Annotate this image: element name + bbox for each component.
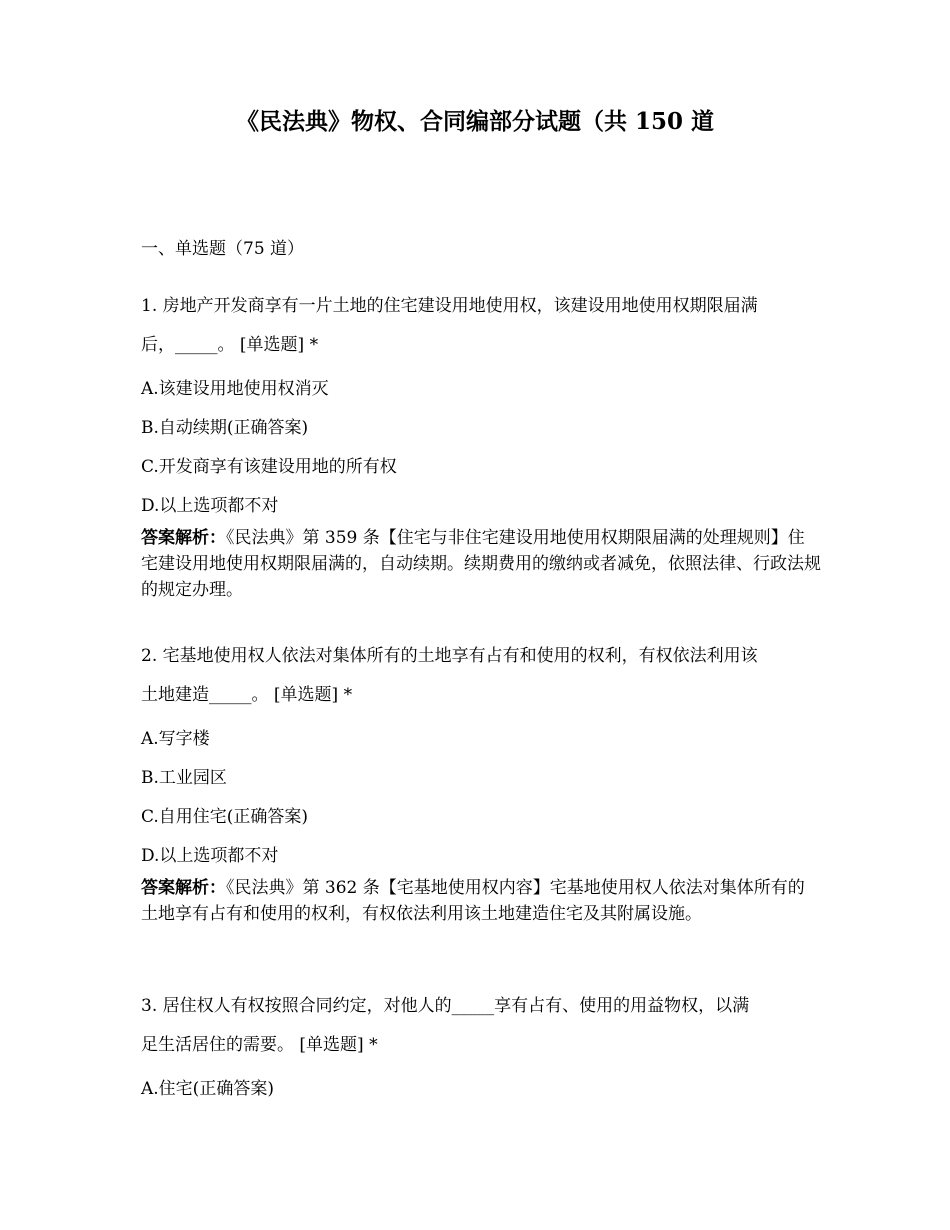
question-1-text-line2: 后，_____。 [单选题] * xyxy=(141,335,319,355)
question-2-text-line1: 2. 宅基地使用权人依法对集体所有的土地享有占有和使用的权利，有权依法利用该 xyxy=(141,646,758,666)
question-1-option-c: C.开发商享有该建设用地的所有权 xyxy=(141,457,397,477)
analysis-label: 答案解析： xyxy=(141,528,226,548)
question-1-text-line1: 1. 房地产开发商享有一片土地的住宅建设用地使用权，该建设用地使用权期限届满 xyxy=(141,296,758,316)
analysis-text: 《民法典》第 359 条【住宅与非住宅建设用地使用权期限届满的处理规则】住宅建设用地使用权期限届满的，自动续期。续期费用的缴纳或者减免，依照法律、行政法规的规定办理。 xyxy=(141,528,821,600)
question-2-option-b: B.工业园区 xyxy=(141,768,227,788)
question-3-option-a: A.住宅(正确答案) xyxy=(141,1079,274,1099)
analysis-label: 答案解析： xyxy=(141,878,226,898)
question-3-text-line1: 3. 居住权人有权按照合同约定，对他人的_____享有占有、使用的用益物权，以满 xyxy=(141,996,750,1016)
section-heading: 一、单选题（75 道） xyxy=(141,239,305,259)
question-1-option-a: A.该建设用地使用权消灭 xyxy=(141,379,329,399)
analysis-text: 《民法典》第 362 条【宅基地使用权内容】宅基地使用权人依法对集体所有的土地享有占有和使用的权利，有权依法利用该土地建造住宅及其附属设施。 xyxy=(141,878,805,924)
question-2-text-line2: 土地建造_____。 [单选题] * xyxy=(141,685,353,705)
question-2-analysis xyxy=(141,875,821,927)
question-2-option-d: D.以上选项都不对 xyxy=(141,846,279,866)
question-1-analysis xyxy=(141,525,821,603)
question-3-text-line2: 足生活居住的需要。 [单选题] * xyxy=(141,1035,378,1055)
question-2-option-a: A.写字楼 xyxy=(141,729,210,749)
question-1-option-d: D.以上选项都不对 xyxy=(141,496,279,516)
question-1-option-b: B.自动续期(正确答案) xyxy=(141,418,309,438)
question-2-option-c: C.自用住宅(正确答案) xyxy=(141,807,309,827)
document-title: 《民法典》物权、合同编部分试题（共 150 道 xyxy=(235,108,715,135)
